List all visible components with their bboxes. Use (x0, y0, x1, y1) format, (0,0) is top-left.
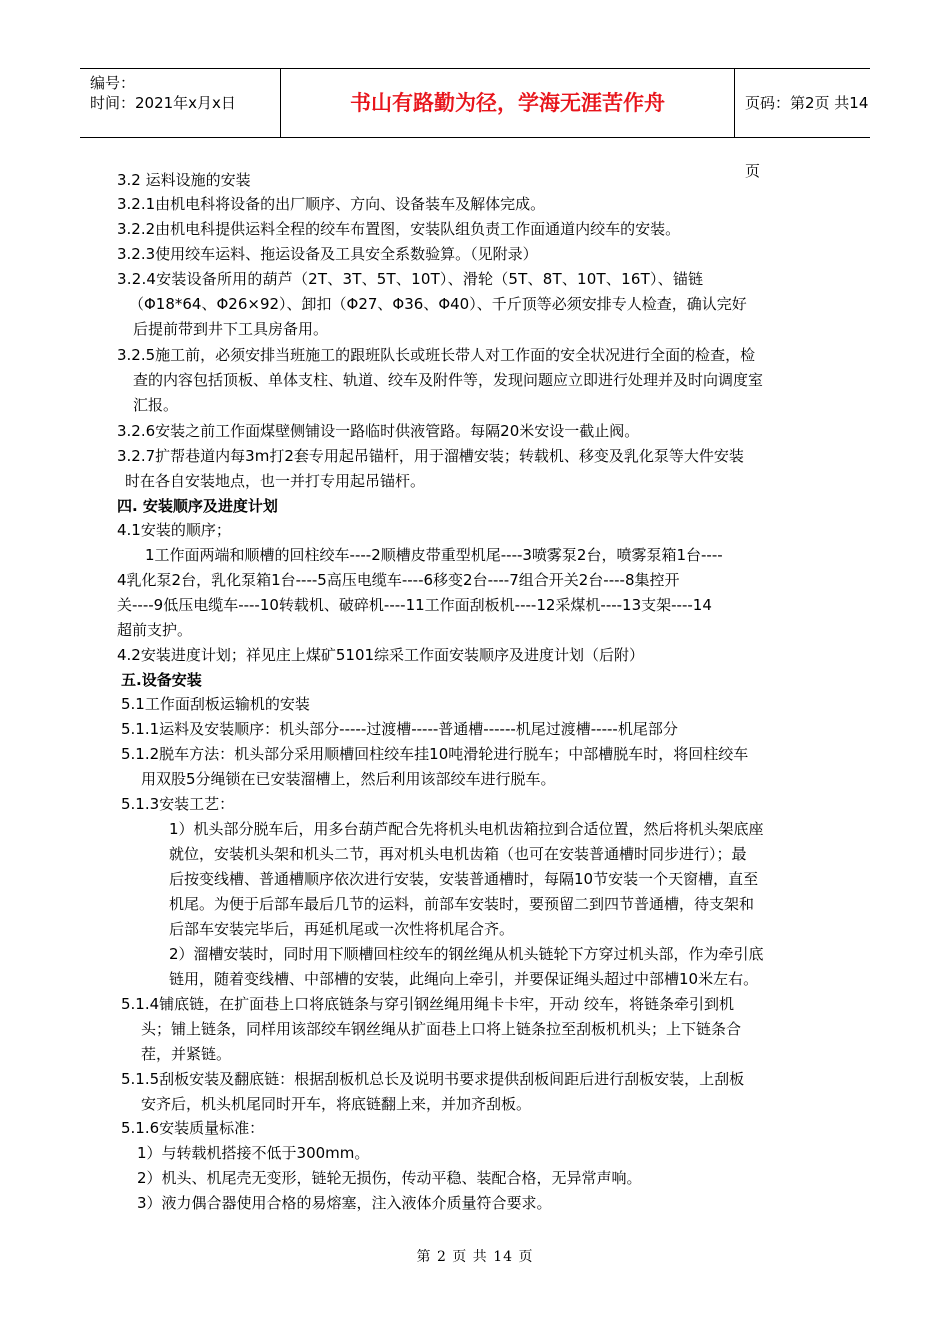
section-heading-4: 四. 安装顺序及进度计划 (117, 497, 278, 515)
paragraph-line: 2）机头、机尾壳无变形，链轮无损伤，传动平稳、装配合格，无异常声响。 (137, 1169, 642, 1187)
header-page-number: 页码：第2页 共14页 (745, 94, 869, 180)
paragraph-line: 安齐后，机头机尾同时开车，将底链翻上来，并加齐刮板。 (141, 1095, 532, 1113)
paragraph-line: 后按变线槽、普通槽顺序依次进行安装，安装普通槽时，每隔10节安装一个天窗槽，直至 (169, 870, 759, 888)
paragraph-line: 4.2安装进度计划；祥见庄上煤矿5101综采工作面安装顺序及进度计划（后附） (117, 646, 645, 664)
paragraph-line: 后部车安装完毕后，再延机尾或一次性将机尾合齐。 (169, 920, 515, 938)
paragraph-line: 查的内容包括顶板、单体支柱、轨道、绞车及附件等，发现问题应立即进行处理并及时向调度室 (133, 371, 764, 389)
paragraph-line: 1工作面两端和顺槽的回柱绞车----2顺槽皮带重型机尾----3喷雾泵2台，喷雾泵箱1台---- (145, 546, 723, 564)
document-time-label: 时间：2021年x月x日 (90, 94, 236, 112)
section-heading-5: 五.设备安装 (121, 671, 202, 689)
paragraph-line: 3.2.6安装之前工作面煤壁侧铺设一路临时供液管路。每隔20米安设一截止阀。 (117, 422, 640, 440)
paragraph-line: 关----9低压电缆车----10转载机、破碎机----11工作面刮板机----12采煤机----13支架----14 (117, 596, 712, 614)
paragraph-line: 茬，并紧链。 (141, 1045, 232, 1063)
paragraph-line: 3.2.7扩帮巷道内每3m打2套专用起吊锚杆，用于溜槽安装；转载机、移变及乳化泵等大件安装 (117, 447, 744, 465)
paragraph-line: 3.2.5施工前，必须安排当班施工的跟班队长或班长带人对工作面的安全状况进行全面的检查，检 (117, 346, 756, 364)
paragraph-line: 超前支护。 (117, 621, 193, 639)
paragraph-line: 用双股5分绳锁在已安装溜槽上，然后利用该部绞车进行脱车。 (141, 770, 556, 788)
page-footer: 第 2 页 共 14 页 (416, 1249, 534, 1265)
paragraph-line: 时在各自安装地点，也一并打专用起吊锚杆。 (125, 472, 426, 490)
header-motto: 书山有路勤为径，学海无涯苦作舟 (280, 69, 735, 137)
section-heading-3-2: 3.2 运料设施的安装 (117, 171, 251, 189)
paragraph-line: 后提前带到井下工具房备用。 (133, 320, 329, 338)
paragraph-line: 头；铺上链条，同样用该部绞车钢丝绳从扩面巷上口将上链条拉至刮板机机头；上下链条合 (141, 1020, 742, 1038)
paragraph-line: 5.1.3安装工艺： (121, 795, 235, 813)
header-meta (80, 69, 280, 137)
paragraph-line: 4乳化泵2台，乳化泵箱1台----5高压电缆车----6移变2台----7组合开关2台----8集控开 (117, 571, 680, 589)
paragraph-line: 汇报。 (133, 396, 179, 414)
paragraph-line: 1）机头部分脱车后，用多台葫芦配合先将机头电机齿箱拉到合适位置，然后将机头架底座 (169, 820, 764, 838)
paragraph-line: 机尾。为便于后部车最后几节的运料，前部车安装时，要预留二到四节普通槽，待支架和 (169, 895, 755, 913)
paragraph-line: 3）液力偶合器使用合格的易熔塞，注入液体介质量符合要求。 (137, 1194, 552, 1212)
paragraph-line: 3.2.4安装设备所用的葫芦（2T、3T、5T、10T）、滑轮（5T、8T、10T、16T）、锚链 (117, 270, 704, 288)
paragraph-line: 3.2.2由机电科提供运料全程的绞车布置图，安装队组负责工作面通道内绞车的安装。 (117, 220, 681, 238)
paragraph-line: 5.1工作面刮板运输机的安装 (121, 695, 310, 713)
paragraph-line: 5.1.4铺底链，在扩面巷上口将底链条与穿引钢丝绳用绳卡卡牢，开动 绞车，将链条牵引到机 (121, 995, 734, 1013)
paragraph-line: 链用，随着变线槽、中部槽的安装，此绳向上牵引，并要保证绳头超过中部槽10米左右。 (169, 970, 759, 988)
paragraph-line: 2）溜槽安装时，同时用下顺槽回柱绞车的钢丝绳从机头链轮下方穿过机头部，作为牵引底 (169, 945, 764, 963)
document-number-label: 编号： (90, 74, 136, 92)
paragraph-line: 1）与转载机搭接不低于300mm。 (137, 1144, 370, 1162)
paragraph-line: 就位，安装机头架和机头二节，再对机头电机齿箱（也可在安装普通槽时同步进行）；最 (169, 845, 747, 863)
paragraph-line: 5.1.2脱车方法：机头部分采用顺槽回柱绞车挂10吨滑轮进行脱车；中部槽脱车时，将回柱绞车 (121, 745, 749, 763)
paragraph-line: 3.2.3使用绞车运料、拖运设备及工具安全系数验算。（见附录） (117, 245, 538, 263)
paragraph-line: 3.2.1由机电科将设备的出厂顺序、方向、设备装车及解体完成。 (117, 195, 546, 213)
paragraph-line: 5.1.5刮板安装及翻底链：根据刮板机总长及说明书要求提供刮板间距后进行刮板安装，上刮板 (121, 1070, 745, 1088)
paragraph-line: 5.1.6安装质量标准： (121, 1119, 265, 1137)
paragraph-line: （Φ18*64、Φ26×92）、卸扣（Φ27、Φ36、Φ40）、千斤顶等必须安排专人检查，确认完好 (129, 295, 747, 313)
paragraph-line: 5.1.1运料及安装顺序：机头部分-----过渡槽-----普通槽------机尾过渡槽-----机尾部分 (121, 720, 678, 738)
paragraph-line: 4.1安装的顺序； (117, 521, 231, 539)
